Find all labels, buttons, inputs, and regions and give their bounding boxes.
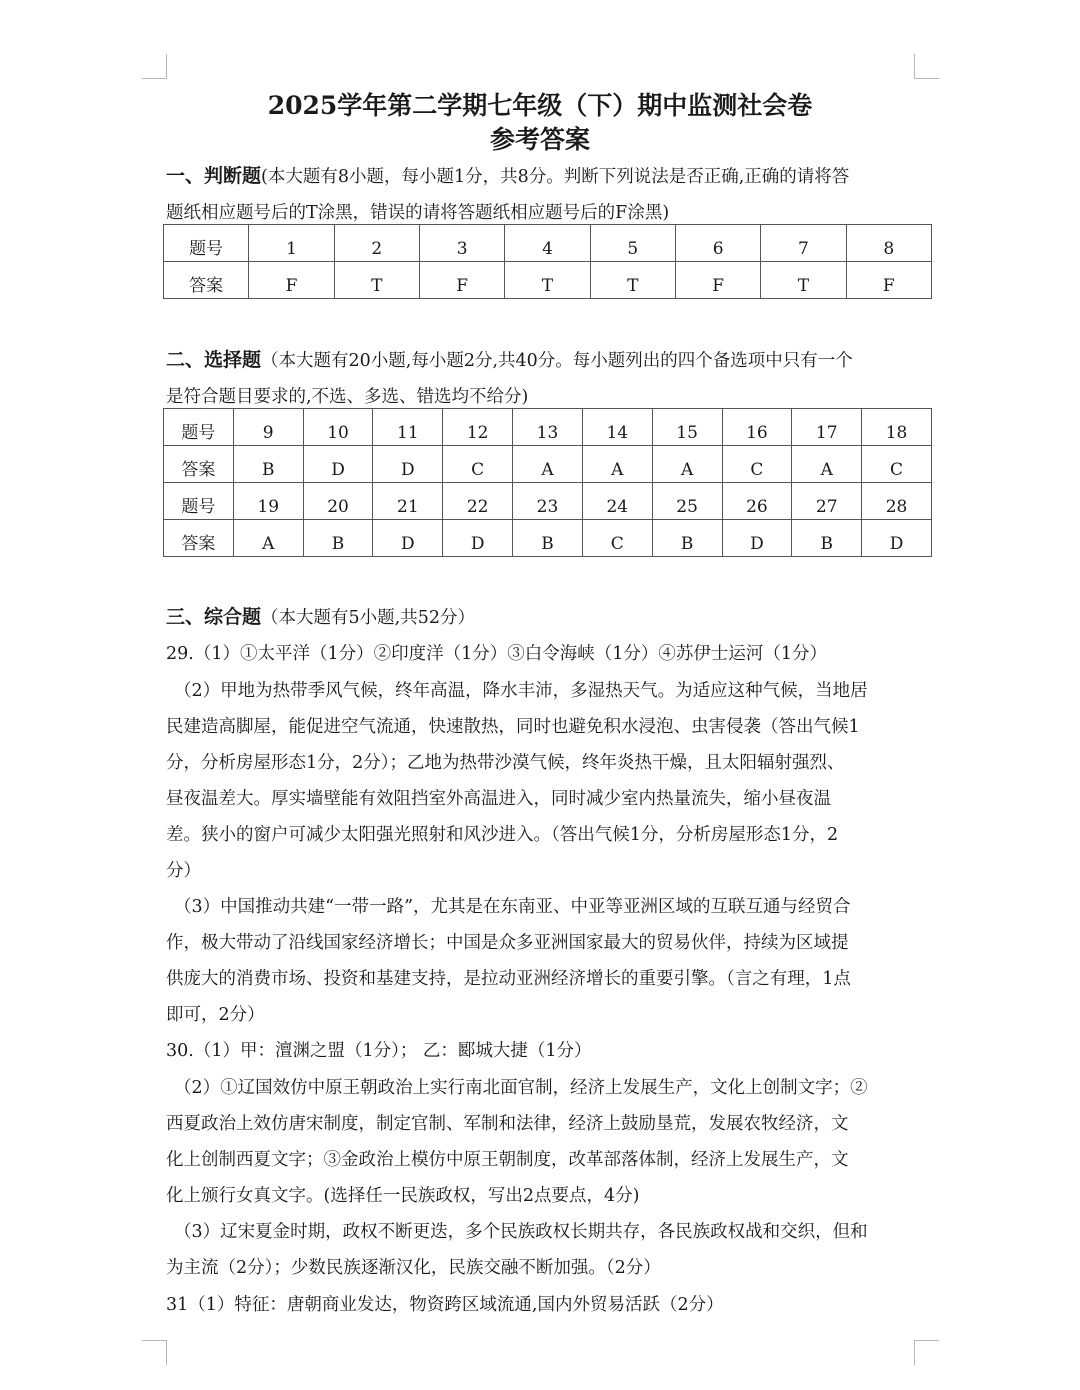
question-number: 8: [846, 225, 931, 262]
answer-cell: F: [249, 262, 334, 299]
question-number: 20: [303, 483, 373, 520]
section3-intro: [166, 606, 926, 629]
row-header-question: 题号: [164, 409, 234, 446]
answer-cell: B: [513, 520, 583, 557]
row-header-answer: 答案: [164, 262, 249, 299]
section1-desc-2: 题纸相应题号后的T涂黑，错误的请将答题纸相应题号后的F涂黑): [166, 203, 670, 223]
answer-cell: C: [862, 446, 932, 483]
answer-cell: A: [233, 520, 303, 557]
answer-cell: B: [233, 446, 303, 483]
table-row-answers: [164, 262, 932, 299]
document-title: 2025学年第二学期七年级（下）期中监测社会卷: [267, 91, 813, 120]
section1-intro: [166, 165, 926, 188]
question-number: 16: [722, 409, 792, 446]
answer-cell: C: [722, 446, 792, 483]
question-number: 21: [373, 483, 443, 520]
section1-heading: 一、判断题: [166, 165, 262, 187]
answer-line: 即可，2分）: [166, 1005, 265, 1025]
answer-cell: T: [505, 262, 590, 299]
question-number: 25: [652, 483, 722, 520]
question-number: 23: [513, 483, 583, 520]
table-row-questions: [164, 409, 932, 446]
question-number: 9: [233, 409, 303, 446]
section2-intro: [166, 349, 926, 372]
table-row-answers: [164, 520, 932, 557]
answer-line: 民建造高脚屋，能促进空气流通，快速散热，同时也避免积水浸泡、虫害侵袭（答出气候1: [166, 717, 860, 737]
answer-line: （3）辽宋夏金时期，政权不断更迭，多个民族政权长期共存，各民族政权战和交织，但和: [174, 1222, 868, 1242]
answer-cell: T: [334, 262, 419, 299]
row-header-answer: 答案: [164, 520, 234, 557]
answer-cell: D: [722, 520, 792, 557]
answer-line: 西夏政治上效仿唐宋制度，制定官制、军制和法律，经济上鼓励垦荒，发展农牧经济，文: [166, 1114, 849, 1134]
question-number: 14: [582, 409, 652, 446]
answer-cell: T: [761, 262, 846, 299]
question-number: 13: [513, 409, 583, 446]
question-number: 24: [582, 483, 652, 520]
answer-cell: A: [792, 446, 862, 483]
judgement-answer-table: [163, 224, 932, 299]
answer-line: 分）: [166, 861, 201, 881]
question-number: 7: [761, 225, 846, 262]
table-row-questions: [164, 225, 932, 262]
answer-cell: D: [373, 446, 443, 483]
question-number: 12: [443, 409, 513, 446]
answer-line: 为主流（2分）；少数民族逐渐汉化，民族交融不断加强。（2分）: [166, 1258, 661, 1278]
answer-line: 差。狭小的窗户可减少太阳强光照射和风沙进入。（答出气候1分，分析房屋形态1分，2: [166, 825, 839, 845]
row-header-question: 题号: [164, 225, 249, 262]
answer-line: 30.（1）甲：澶渊之盟（1分）； 乙：郾城大捷（1分）: [166, 1041, 592, 1061]
section3-desc: （本大题有5小题,共52分）: [261, 608, 475, 628]
question-number: 26: [722, 483, 792, 520]
answer-line: 昼夜温差大。厚实墙壁能有效阻挡室外高温进入，同时减少室内热量流失，缩小昼夜温: [166, 789, 831, 809]
answer-line: （2）甲地为热带季风气候，终年高温，降水丰沛，多湿热天气。为适应这种气候，当地居: [174, 681, 868, 701]
question-number: 15: [652, 409, 722, 446]
question-number: 3: [419, 225, 504, 262]
answer-cell: B: [652, 520, 722, 557]
question-number: 2: [334, 225, 419, 262]
question-number: 19: [233, 483, 303, 520]
question-number: 22: [443, 483, 513, 520]
answer-line: （3）中国推动共建“一带一路”，尤其是在东南亚、中亚等亚洲区域的互联互通与经贸合: [174, 897, 851, 917]
answer-cell: B: [792, 520, 862, 557]
answer-cell: C: [443, 446, 513, 483]
answer-line: 供庞大的消费市场、投资和基建支持，是拉动亚洲经济增长的重要引擎。（言之有理，1点: [166, 969, 851, 989]
crop-mark-top-right: [914, 54, 939, 79]
answer-cell: C: [582, 520, 652, 557]
answer-cell: D: [443, 520, 513, 557]
crop-mark-top-left: [142, 54, 167, 79]
section2-desc-1: （本大题有20小题,每小题2分,共40分。每小题列出的四个备选项中只有一个: [261, 351, 853, 371]
answer-line: 化上颁行女真文字。(选择任一民族政权，写出2点要点，4分): [166, 1186, 640, 1206]
answer-cell: D: [373, 520, 443, 557]
answer-line: 31（1）特征：唐朝商业发达，物资跨区域流通,国内外贸易活跃（2分）: [166, 1295, 724, 1315]
row-header-question: 题号: [164, 483, 234, 520]
answer-cell: F: [419, 262, 504, 299]
answer-line: 29.（1）①太平洋（1分）②印度洋（1分）③白令海峡（1分）④苏伊士运河（1分）: [166, 644, 827, 664]
answer-line: （2）①辽国效仿中原王朝政治上实行南北面官制，经济上发展生产，文化上创制文字；②: [174, 1078, 868, 1098]
answer-line: 作，极大带动了沿线国家经济增长；中国是众多亚洲国家最大的贸易伙伴，持续为区域提: [166, 933, 849, 953]
answer-cell: D: [303, 446, 373, 483]
answer-cell: A: [582, 446, 652, 483]
crop-mark-bottom-left: [142, 1340, 167, 1365]
answer-cell: T: [590, 262, 675, 299]
question-number: 27: [792, 483, 862, 520]
table-row-questions: [164, 483, 932, 520]
question-number: 4: [505, 225, 590, 262]
table-row-answers: [164, 446, 932, 483]
document-subtitle: 参考答案: [489, 125, 590, 154]
crop-mark-bottom-right: [914, 1340, 939, 1365]
answer-cell: F: [675, 262, 760, 299]
choice-answer-table: [163, 408, 932, 557]
answer-cell: A: [652, 446, 722, 483]
question-number: 17: [792, 409, 862, 446]
section1-desc-1: (本大题有8小题，每小题1分，共8分。判断下列说法是否正确,正确的请将答: [261, 167, 850, 187]
question-number: 5: [590, 225, 675, 262]
answer-cell: B: [303, 520, 373, 557]
question-number: 6: [675, 225, 760, 262]
question-number: 28: [862, 483, 932, 520]
question-number: 1: [249, 225, 334, 262]
answer-line: 分，分析房屋形态1分，2分）；乙地为热带沙漠气候，终年炎热干燥，且太阳辐射强烈、: [166, 753, 845, 773]
answer-cell: A: [513, 446, 583, 483]
section2-desc-2: 是符合题目要求的,不选、多选、错选均不给分): [166, 387, 529, 407]
answer-cell: D: [862, 520, 932, 557]
answer-line: 化上创制西夏文字；③金政治上模仿中原王朝制度，改革部落体制，经济上发展生产，文: [166, 1150, 849, 1170]
section3-heading: 三、综合题: [166, 606, 262, 628]
row-header-answer: 答案: [164, 446, 234, 483]
section2-heading: 二、选择题: [166, 349, 262, 371]
question-number: 10: [303, 409, 373, 446]
answer-cell: F: [846, 262, 931, 299]
question-number: 11: [373, 409, 443, 446]
question-number: 18: [862, 409, 932, 446]
